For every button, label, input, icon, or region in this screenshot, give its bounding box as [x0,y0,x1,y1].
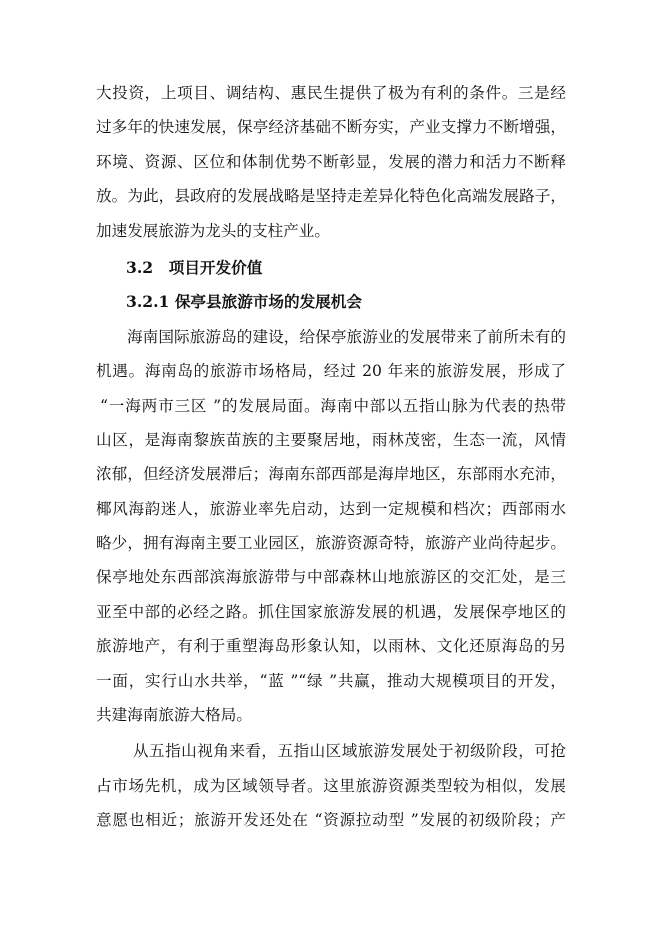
text-line: 意愿也相近；旅游开发还处在 “资源拉动型 ”发展的初级阶段；产 [96,811,566,830]
text-line: 略少，拥有海南主要工业园区，旅游资源奇特，旅游产业尚待起步。 [96,534,566,553]
text-line: 环境、资源、区位和体制优势不断彰显，发展的潜力和活力不断释 [96,152,566,171]
text-line: 过多年的快速发展，保亭经济基础不断夯实，产业支撑力不断增强， [96,118,566,137]
section-heading-3-2: 3.2 项目开发价值 [126,257,263,277]
text-line: 亚至中部的必经之路。抓住国家旅游发展的机遇，发展保亭地区的 [96,602,566,621]
document-page [96,76,566,838]
text-line: 一面，实行山水共举，“蓝 ”“绿 ”共赢，推动大规模项目的开发， [96,671,566,690]
text-line: 山区，是海南黎族苗族的主要聚居地，雨林茂密，生态一流，风情 [96,430,566,449]
text-line: 椰风海韵迷人，旅游业率先启动，达到一定规模和档次；西部雨水 [96,499,566,518]
paragraph-1 [96,76,566,248]
text-line: “一海两市三区 ”的发展局面。海南中部以五指山脉为代表的热带 [100,396,566,415]
text-line: 占市场先机，成为区域领导者。这里旅游资源类型较为相似，发展 [96,776,566,795]
text-line: 浓郁，但经济发展滞后；海南东部西部是海岸地区，东部雨水充沛， [96,465,566,484]
text-line: 大投资，上项目、调结构、惠民生提供了极为有利的条件。三是经 [96,84,566,102]
text-line: 共建海南旅游大格局。 [96,706,252,725]
paragraph-2 [96,320,566,733]
text-line: 放。为此，县政府的发展战略是坚持走差异化特色化高端发展路子， [96,187,566,206]
text-line: 从五指山视角来看，五指山区域旅游发展处于初级阶段，可抢 [133,742,566,761]
text-line: 保亭地处东西部滨海旅游带与中部森林山地旅游区的交汇处，是三 [96,568,566,587]
text-line: 加速发展旅游为龙头的支柱产业。 [96,221,330,240]
text-line: 旅游地产，有利于重塑海岛形象认知，以雨林、文化还原海岛的另 [96,637,566,656]
text-line: 机遇。海南岛的旅游市场格局，经过 20 年来的旅游发展，形成了 [96,362,566,381]
subsection-heading-3-2-1: 3.2.1 保亭县旅游市场的发展机会 [126,292,362,312]
paragraph-3 [96,734,566,837]
text-line: 海南国际旅游岛的建设，给保亭旅游业的发展带来了前所未有的 [127,327,566,346]
